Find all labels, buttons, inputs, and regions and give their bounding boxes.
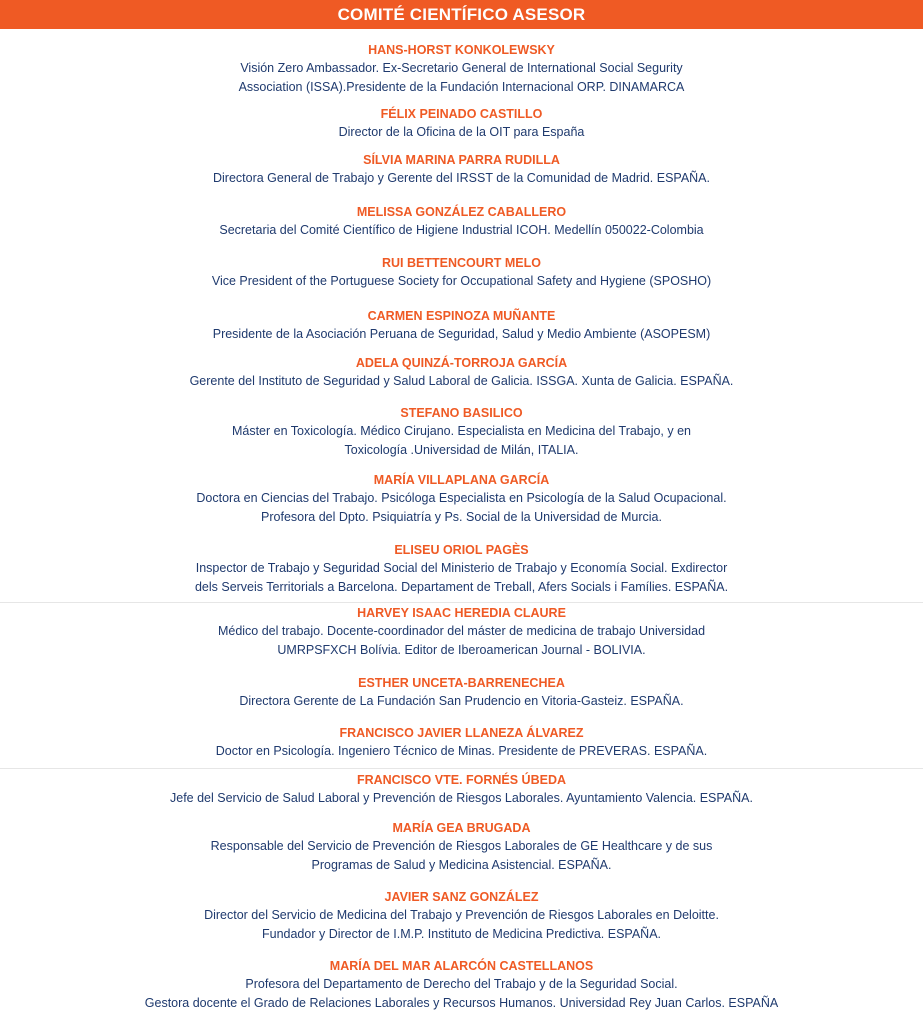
- member-entry: [0, 605, 923, 659]
- member-name: RUI BETTENCOURT MELO: [381, 256, 542, 270]
- member-entry: [0, 889, 923, 943]
- member-entry: [0, 42, 923, 96]
- member-entry: [0, 106, 923, 141]
- member-description-line: Fundador y Director de I.M.P. Instituto de Medicina Predictiva. ESPAÑA.: [261, 927, 662, 941]
- member-entry: [0, 472, 923, 526]
- member-description-line: Gerente del Instituto de Seguridad y Salud Laboral de Galicia. ISSGA. Xunta de Galicia. ESPAÑA.: [189, 374, 734, 388]
- member-entry: [0, 958, 923, 1012]
- member-name: FRANCISCO VTE. FORNÉS ÚBEDA: [356, 773, 567, 787]
- member-description-line: Visión Zero Ambassador. Ex-Secretario General de International Social Segurity: [240, 61, 683, 75]
- member-description-line: Secretaria del Comité Científico de Higiene Industrial ICOH. Medellín 050022-Colombia: [219, 223, 704, 237]
- member-entry: [0, 405, 923, 459]
- member-description-line: Doctora en Ciencias del Trabajo. Psicóloga Especialista en Psicología de la Salud Ocupacional.: [196, 491, 727, 505]
- member-entry: [0, 725, 923, 760]
- member-description-line: UMRPSFXCH Bolívia. Editor de Iberoamerican Journal - BOLIVIA.: [277, 643, 646, 657]
- member-description-line: Jefe del Servicio de Salud Laboral y Prevención de Riesgos Laborales. Ayuntamiento Valencia. ESPAÑA.: [170, 791, 753, 805]
- member-description-line: Profesora del Departamento de Derecho del Trabajo y de la Seguridad Social.: [245, 977, 678, 991]
- member-name: ESTHER UNCETA-BARRENECHEA: [358, 676, 565, 690]
- member-description-line: Doctor en Psicología. Ingeniero Técnico de Minas. Presidente de PREVERAS. ESPAÑA.: [215, 744, 708, 758]
- member-entry: [0, 308, 923, 343]
- member-description-line: Inspector de Trabajo y Seguridad Social del Ministerio de Trabajo y Economía Social. Exdirector: [195, 561, 728, 575]
- member-name: ADELA QUINZÁ-TORROJA GARCÍA: [355, 356, 568, 370]
- member-name: MARÍA VILLAPLANA GARCÍA: [373, 473, 550, 487]
- member-name: JAVIER SANZ GONZÁLEZ: [384, 890, 539, 904]
- section-divider: [0, 602, 923, 603]
- member-entry: [0, 542, 923, 596]
- member-entry: [0, 675, 923, 710]
- page-title: COMITÉ CIENTÍFICO ASESOR: [337, 4, 586, 24]
- member-entry: [0, 152, 923, 187]
- member-description-line: Profesora del Dpto. Psiquiatría y Ps. Social de la Universidad de Murcia.: [261, 510, 662, 524]
- member-entry: [0, 355, 923, 390]
- member-name: MELISSA GONZÁLEZ CABALLERO: [356, 205, 567, 219]
- member-description-line: Association (ISSA).Presidente de la Fundación Internacional ORP. DINAMARCA: [238, 80, 685, 94]
- member-description-line: Presidente de la Asociación Peruana de Seguridad, Salud y Medio Ambiente (ASOPESM): [212, 327, 711, 341]
- member-entry: [0, 772, 923, 807]
- member-name: FRANCISCO JAVIER LLANEZA ÁLVAREZ: [339, 726, 584, 740]
- member-description-line: Programas de Salud y Medicina Asistencial. ESPAÑA.: [311, 858, 612, 872]
- member-entry: [0, 255, 923, 290]
- member-description-line: dels Serveis Territorials a Barcelona. Departament de Treball, Afers Socials i Famílies. ESPAÑA.: [194, 580, 729, 594]
- member-description-line: Máster en Toxicología. Médico Cirujano. Especialista en Medicina del Trabajo, y en: [231, 424, 692, 438]
- member-description-line: Gestora docente el Grado de Relaciones Laborales y Recursos Humanos. Universidad Rey Juan Carlos. ESPAÑA: [144, 996, 779, 1010]
- member-name: SÍLVIA MARINA PARRA RUDILLA: [363, 153, 560, 167]
- member-description-line: Directora Gerente de La Fundación San Prudencio en Vitoria-Gasteiz. ESPAÑA.: [239, 694, 684, 708]
- member-name: FÉLIX PEINADO CASTILLO: [380, 107, 543, 121]
- member-name: MARÍA GEA BRUGADA: [392, 821, 531, 835]
- member-name: CARMEN ESPINOZA MUÑANTE: [367, 309, 556, 323]
- member-description-line: Médico del trabajo. Docente-coordinador del máster de medicina de trabajo Universidad: [217, 624, 706, 638]
- member-description-line: Vice President of the Portuguese Society for Occupational Safety and Hygiene (SPOSHO): [211, 274, 712, 288]
- member-name: HANS-HORST KONKOLEWSKY: [368, 43, 555, 57]
- member-entry: [0, 204, 923, 239]
- member-name: MARÍA DEL MAR ALARCÓN CASTELLANOS: [329, 959, 594, 973]
- member-description-line: Toxicología .Universidad de Milán, ITALIA.: [344, 443, 579, 457]
- member-description-line: Director de la Oficina de la OIT para España: [338, 125, 585, 139]
- member-name: HARVEY ISAAC HEREDIA CLAURE: [357, 606, 566, 620]
- member-entry: [0, 820, 923, 874]
- member-description-line: Director del Servicio de Medicina del Trabajo y Prevención de Riesgos Laborales en Deloitte.: [204, 908, 719, 922]
- section-divider: [0, 768, 923, 769]
- member-name: STEFANO BASILICO: [400, 406, 523, 420]
- member-description-line: Responsable del Servicio de Prevención de Riesgos Laborales de GE Healthcare y de sus: [210, 839, 713, 853]
- member-name: ELISEU ORIOL PAGÈS: [394, 543, 529, 557]
- member-description-line: Directora General de Trabajo y Gerente del IRSST de la Comunidad de Madrid. ESPAÑA.: [212, 171, 710, 185]
- header-banner: [0, 0, 923, 29]
